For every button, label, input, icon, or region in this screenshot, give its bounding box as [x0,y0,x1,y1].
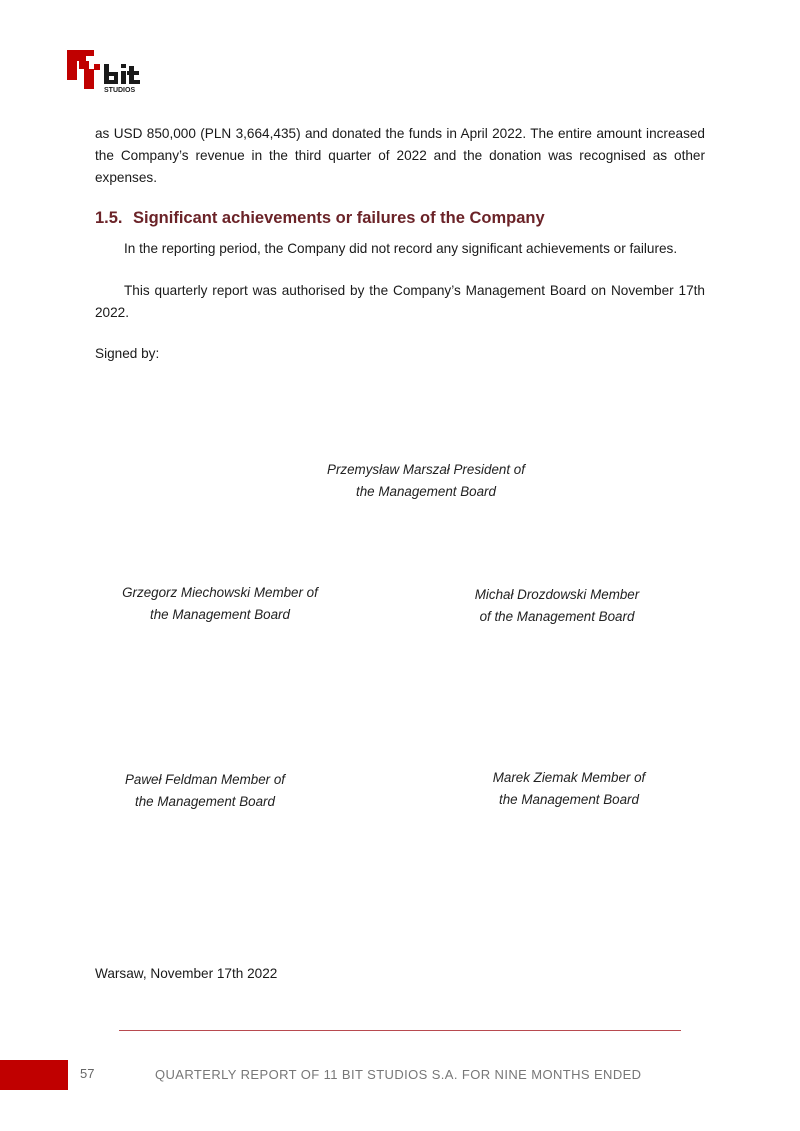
signature-president-name: Przemysław Marszał President of [327,462,525,477]
signature-ziemak-role: the Management Board [499,792,639,807]
footer-red-block [0,1060,68,1090]
footer-report-title: QUARTERLY REPORT OF 11 BIT STUDIOS S.A. FOR NINE MONTHS ENDED [155,1067,642,1082]
place-and-date: Warsaw, November 17th 2022 [95,966,278,981]
paragraph-achievements: In the reporting period, the Company did not record any significant achievements or failures. [124,241,678,256]
signature-drozdowski [407,584,707,628]
company-logo [66,50,146,94]
signature-ziemak-name: Marek Ziemak Member of [492,770,646,785]
signature-feldman-role: the Management Board [135,794,275,809]
signature-ziemak [419,767,719,811]
page-number: 57 [80,1066,95,1081]
signature-miechowski [70,582,370,626]
logo-subtext: STUDIOS [104,87,136,94]
signature-feldman-name: Paweł Feldman Member of [124,772,285,787]
paragraph-authorisation: This quarterly report was authorised by the Company’s Management Board on November 17th 2022. [95,283,705,320]
signature-drozdowski-name: Michał Drozdowski Member [474,587,640,602]
signature-miechowski-role: the Management Board [150,607,290,622]
signature-miechowski-name: Grzegorz Miechowski Member of [122,585,318,600]
signed-by-label: Signed by: [95,346,160,361]
paragraph-donation: as USD 850,000 (PLN 3,664,435) and donated the funds in April 2022. The entire amount increased the Company’s revenue in the third quarter of 2022 and the donation was recognised as other expenses. [95,126,705,185]
signature-president [276,459,576,503]
section-title: Significant achievements or failures of the Company [133,209,545,227]
signature-feldman [55,769,355,813]
signature-president-role: the Management Board [356,484,496,499]
footer-divider [119,1030,681,1031]
signature-drozdowski-role: of the Management Board [479,609,635,624]
section-heading [95,209,545,228]
section-number: 1.5. [95,209,123,227]
